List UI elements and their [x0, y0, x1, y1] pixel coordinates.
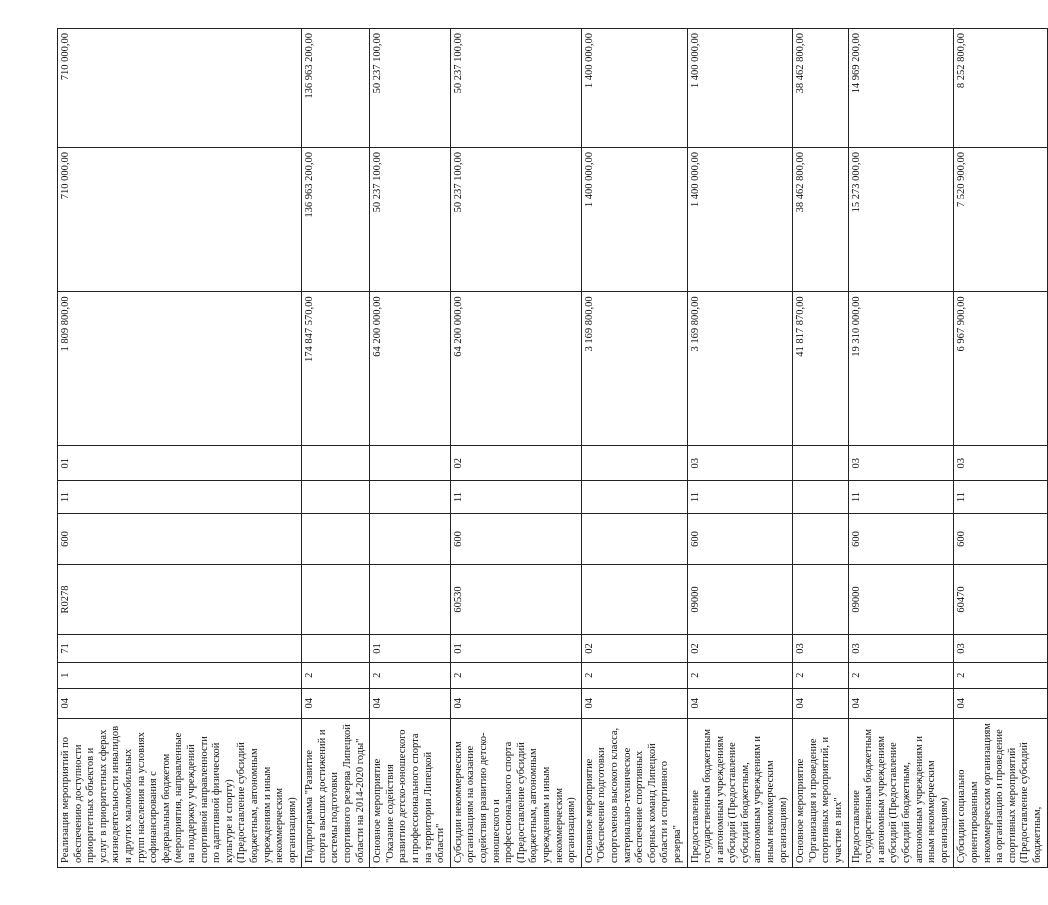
- code-subsection: 03: [954, 446, 1047, 481]
- table-row: [302, 29, 370, 868]
- amount-year-3: 710 000,00: [58, 29, 302, 148]
- table-row: [954, 29, 1047, 868]
- amount-year-3: 14 969 200,00: [848, 29, 954, 148]
- code-ministry: 04: [450, 688, 581, 718]
- code-main-event: 01: [450, 634, 581, 662]
- table-row: [581, 29, 687, 868]
- code-ministry: 04: [848, 688, 954, 718]
- code-subprogram: 2: [848, 662, 954, 688]
- code-main-event: 03: [793, 634, 848, 662]
- row-description: Подпрограмма "Развитие спорта высших достижений и системы подготовки спортивного резерва Липецкой области на 2014-2020 годы": [302, 718, 370, 867]
- code-section: [581, 481, 687, 514]
- budget-table: [57, 28, 1048, 868]
- code-main-event: 02: [581, 634, 687, 662]
- code-subsection: [370, 446, 451, 481]
- code-direction: [793, 565, 848, 635]
- amount-year-2: 710 000,00: [58, 147, 302, 291]
- code-direction: 60470: [954, 565, 1047, 635]
- code-subprogram: 2: [450, 662, 581, 688]
- amount-year-1: 3 169 800,00: [581, 292, 687, 446]
- table-row: [687, 29, 793, 868]
- code-direction: [370, 565, 451, 635]
- code-expense-type: [793, 513, 848, 564]
- code-ministry: 04: [581, 688, 687, 718]
- row-description: Субсидии некоммерческим организациям на оказание содействия развитию детско-юношеского и профессионального спорта (Предоставление субсидий бюджетным, автономным учреждениям и иным некоммерческим организациям): [450, 718, 581, 867]
- amount-year-3: 1 400 000,00: [687, 29, 793, 148]
- table-row: [450, 29, 581, 868]
- rotated-page: [57, 28, 1043, 868]
- code-direction: [302, 565, 370, 635]
- code-expense-type: 600: [954, 513, 1047, 564]
- code-ministry: 04: [954, 688, 1047, 718]
- code-subsection: 02: [450, 446, 581, 481]
- code-subprogram: 2: [954, 662, 1047, 688]
- code-section: 11: [450, 481, 581, 514]
- code-subprogram: 1: [58, 662, 302, 688]
- amount-year-1: 174 847 570,00: [302, 292, 370, 446]
- code-subsection: [302, 446, 370, 481]
- code-main-event: 71: [58, 634, 302, 662]
- amount-year-2: 136 963 200,00: [302, 147, 370, 291]
- amount-year-2: 7 520 900,00: [954, 147, 1047, 291]
- amount-year-3: 38 462 800,00: [793, 29, 848, 148]
- code-expense-type: 600: [687, 513, 793, 564]
- table-row: [58, 29, 302, 868]
- code-section: [793, 481, 848, 514]
- amount-year-2: 15 273 000,00: [848, 147, 954, 291]
- row-description: Основное мероприятие "Оказание содействия развитию детско-юношеского и профессионального спорта на территории Липецкой области": [370, 718, 451, 867]
- amount-year-1: 6 967 900,00: [954, 292, 1047, 446]
- code-main-event: 03: [954, 634, 1047, 662]
- code-subsection: 01: [58, 446, 302, 481]
- code-subprogram: 2: [581, 662, 687, 688]
- code-subprogram: 2: [370, 662, 451, 688]
- code-expense-type: 600: [450, 513, 581, 564]
- table-row: [848, 29, 954, 868]
- code-section: [370, 481, 451, 514]
- code-subsection: [793, 446, 848, 481]
- code-subsection: 03: [687, 446, 793, 481]
- code-section: 11: [954, 481, 1047, 514]
- code-expense-type: [370, 513, 451, 564]
- amount-year-3: 1 400 000,00: [581, 29, 687, 148]
- code-subprogram: 2: [793, 662, 848, 688]
- code-main-event: 03: [848, 634, 954, 662]
- amount-year-2: 1 400 000,00: [687, 147, 793, 291]
- amount-year-1: 1 809 800,00: [58, 292, 302, 446]
- code-direction: 09000: [687, 565, 793, 635]
- code-main-event: 02: [687, 634, 793, 662]
- code-ministry: 04: [58, 688, 302, 718]
- code-subprogram: 2: [687, 662, 793, 688]
- row-description: Предоставление государственным бюджетным и автономным учреждениям субсидий (Предоставление субсидий бюджетным, автономным учреждениям и иным некоммерческим организациям): [687, 718, 793, 867]
- row-description: Предоставление государственным бюджетным и автономным учреждениям субсидий (Предоставление субсидий бюджетным, автономным учреждениям и иным некоммерческим организациям): [848, 718, 954, 867]
- code-section: 11: [687, 481, 793, 514]
- amount-year-1: 64 200 000,00: [450, 292, 581, 446]
- code-direction: R0278: [58, 565, 302, 635]
- code-subsection: [581, 446, 687, 481]
- code-section: 11: [848, 481, 954, 514]
- code-direction: 60530: [450, 565, 581, 635]
- amount-year-3: 50 237 100,00: [450, 29, 581, 148]
- amount-year-3: 136 963 200,00: [302, 29, 370, 148]
- amount-year-1: 41 817 870,00: [793, 292, 848, 446]
- amount-year-1: 19 310 000,00: [848, 292, 954, 446]
- amount-year-3: 8 252 800,00: [954, 29, 1047, 148]
- code-direction: [581, 565, 687, 635]
- amount-year-2: 50 237 100,00: [450, 147, 581, 291]
- amount-year-1: 3 169 800,00: [687, 292, 793, 446]
- code-main-event: [302, 634, 370, 662]
- row-description: Основное мероприятие "Обеспечение подготовки спортсменов высокого класса, материально-техническое обеспечение спортивных сборных команд Липецкой области и спортивного резерва": [581, 718, 687, 867]
- code-ministry: 04: [793, 688, 848, 718]
- table-row: [793, 29, 848, 868]
- code-expense-type: [581, 513, 687, 564]
- code-expense-type: 600: [848, 513, 954, 564]
- code-expense-type: 600: [58, 513, 302, 564]
- row-description: Субсидии социально ориентированным некоммерческим организациям на организацию и проведение спортивных мероприятий (Предоставление субсидий бюджетным,: [954, 718, 1047, 867]
- code-ministry: 04: [687, 688, 793, 718]
- code-subprogram: 2: [302, 662, 370, 688]
- amount-year-2: 38 462 800,00: [793, 147, 848, 291]
- amount-year-3: 50 237 100,00: [370, 29, 451, 148]
- code-section: [302, 481, 370, 514]
- amount-year-2: 50 237 100,00: [370, 147, 451, 291]
- code-subsection: 03: [848, 446, 954, 481]
- row-description: Основное мероприятие "Организация и проведение спортивных мероприятий, и участие в них": [793, 718, 848, 867]
- code-expense-type: [302, 513, 370, 564]
- row-description: Реализация мероприятий по обеспечению доступности приоритетных объектов и услуг в приоритетных сферах жизнедеятельности инвалидов и других маломобильных групп населения на условиях софинансирования с федеральным бюджетом (мероприятия, направленные на поддержку учреждений спортивной направленности по адаптивной физической культуре и спорту) (Предоставление субсидий бюджетным, автономным учреждениям и иным некоммерческим организациям): [58, 718, 302, 867]
- table-row: [370, 29, 451, 868]
- code-main-event: 01: [370, 634, 451, 662]
- amount-year-1: 64 200 000,00: [370, 292, 451, 446]
- code-ministry: 04: [370, 688, 451, 718]
- code-section: 11: [58, 481, 302, 514]
- code-direction: 09000: [848, 565, 954, 635]
- amount-year-2: 1 400 000,00: [581, 147, 687, 291]
- code-ministry: 04: [302, 688, 370, 718]
